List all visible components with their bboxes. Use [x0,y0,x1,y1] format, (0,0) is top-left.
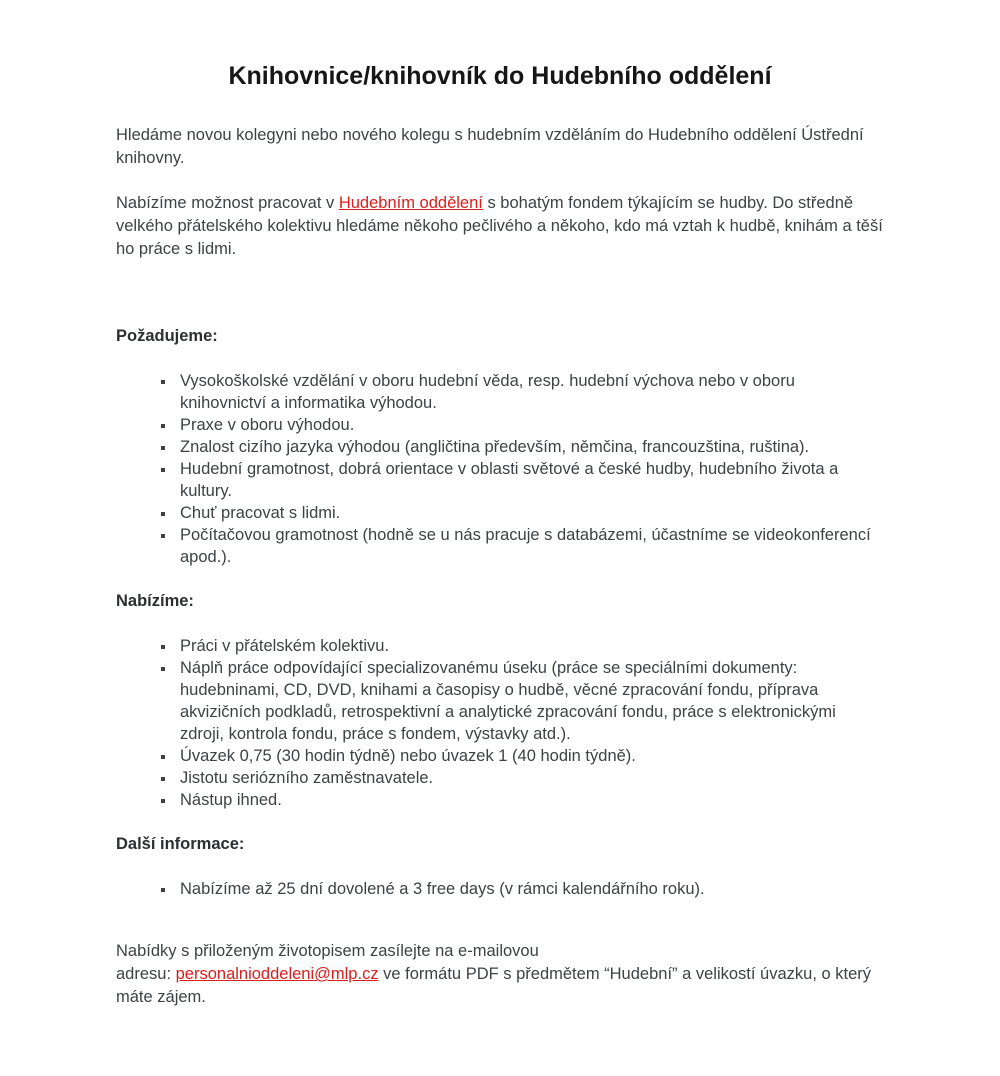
hudebni-oddeleni-link[interactable]: Hudebním oddělení [338,194,483,212]
list-item: ▪ Náplň práce odpovídající specializovanému úseku (práce se speciálními dokumenty: hudebninami, CD, DVD, knihami a časopisy o hudbě, věcné zpracování fondu, příprava akvizičních podkladů, retrospektivní a analytické zpracování fondu, práce s elektronickými zdroji, kontrola fondu, práce s fondem, výstavky atd.). [176,657,884,745]
page-title: Knihovnice/knihovník do Hudebního oddělení [228,62,772,90]
closing-paragraph [116,940,884,1009]
vertical-spacer [116,922,884,940]
pozadujeme-list [116,370,884,568]
nabizime-list [116,635,884,811]
section-heading-dalsi-informace: Další informace: [116,835,245,853]
list-item: ▪ Nástup ihned. [176,789,884,811]
closing-line-1: Nabídky s přiloženým životopisem zasílejte na e-mailovou [116,942,539,960]
intro-p2-text-after: s bohatým fondem týkajícím se hudby. Do středně velkého přátelského kolektivu hledáme někoho pečlivého a někoho, kdo má vztah k hudbě, knihám a těší ho práce s lidmi. [116,194,883,258]
list-item: ▪ Hudební gramotnost, dobrá orientace v oblasti světové a české hudby, hudebního života a kultury. [176,458,884,502]
list-item: ▪ Praxe v oboru výhodou. [176,414,884,436]
list-item: ▪ Nabízíme až 25 dní dovolené a 3 free days (v rámci kalendářního roku). [176,878,884,900]
closing-line-2-before: adresu: [116,965,176,983]
intro-paragraph-2 [116,192,884,261]
section-heading-nabizime: Nabízíme: [116,592,194,610]
email-link[interactable]: personalnioddeleni@mlp.cz [175,965,379,983]
list-item: ▪ Jistotu seriózního zaměstnavatele. [176,767,884,789]
closing-line-2-after: ve formátu PDF s předmětem “Hudební” a velikostí úvazku, o který máte zájem. [116,965,872,1006]
list-item: ▪ Chuť pracovat s lidmi. [176,502,884,524]
list-item: ▪ Vysokoškolské vzdělání v oboru hudební věda, resp. hudební výchova nebo v oboru knihovnictví a informatika výhodou. [176,370,884,414]
vertical-spacer [116,283,884,325]
intro-paragraph-1: Hledáme novou kolegyni nebo nového kolegu s hudebním vzděláním do Hudebního oddělení Ústřední knihovny. [116,126,864,167]
list-item: ▪ Počítačovou gramotnost (hodně se u nás pracuje s databázemi, účastníme se videokonferencí apod.). [176,524,884,568]
list-item: ▪ Znalost cizího jazyka výhodou (angličtina především, němčina, francouzština, ruština). [176,436,884,458]
section-heading-pozadujeme: Požadujeme: [116,327,218,345]
list-item: ▪ Práci v přátelském kolektivu. [176,635,884,657]
intro-p2-text-before: Nabízíme možnost pracovat v [116,194,339,212]
list-item: ▪ Úvazek 0,75 (30 hodin týdně) nebo úvazek 1 (40 hodin týdně). [176,745,884,767]
job-posting-document [116,0,884,1076]
dalsi-informace-list [116,878,884,900]
